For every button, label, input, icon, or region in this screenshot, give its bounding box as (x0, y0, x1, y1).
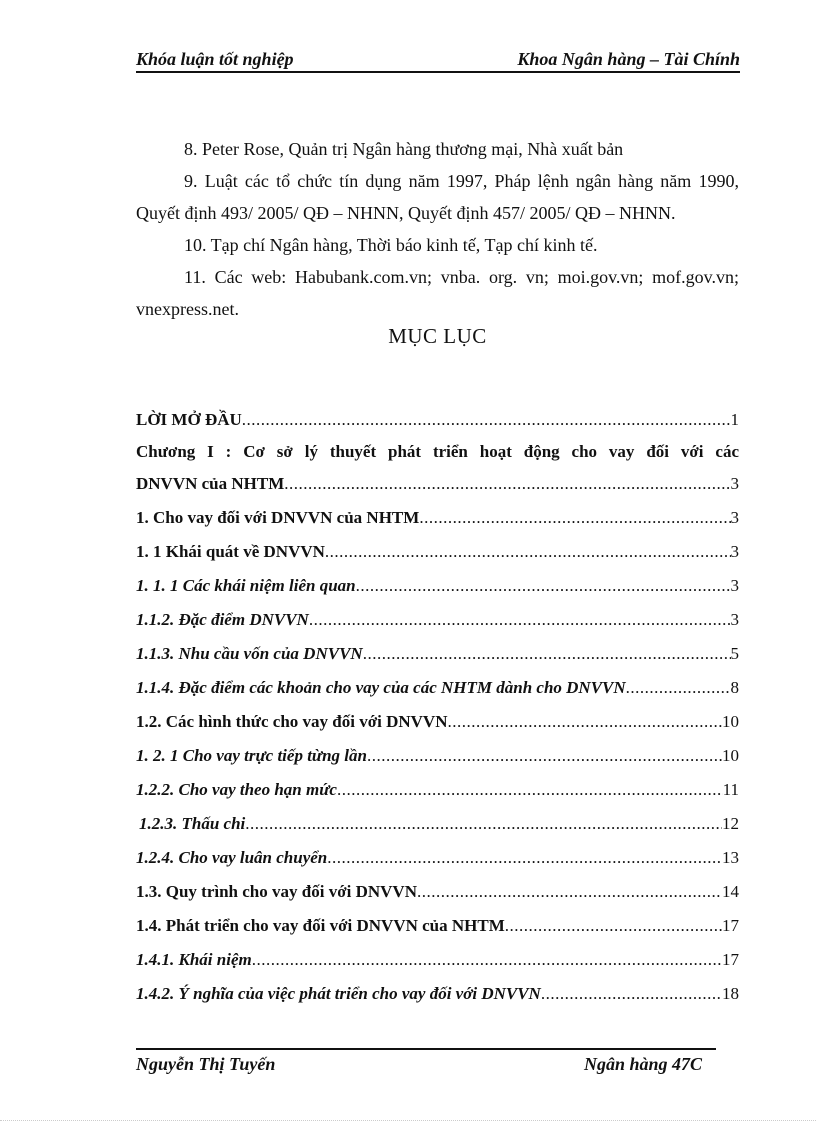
toc-leader-dots (245, 814, 722, 834)
reference-list (136, 133, 739, 325)
toc-entry-label: 1.2. Các hình thức cho vay đối với DNVVN (136, 712, 448, 731)
reference-item: 11. Các web: Habubank.com.vn; vnba. org. vn; moi.gov.vn; mof.gov.vn; vnexpress.net. (136, 267, 739, 319)
toc-entry-label: Chương I : Cơ sở lý thuyết phát triển hoạt động cho vay đối với các (136, 442, 739, 461)
toc-leader-dots (417, 882, 722, 902)
toc-entry[interactable] (136, 664, 739, 698)
toc-entry-label: 1.2.2. Cho vay theo hạn mức (136, 780, 337, 799)
toc-entry-label: LỜI MỞ ĐẦU (136, 410, 242, 429)
toc-entry-label: 1.4.1. Khái niệm (136, 950, 252, 969)
toc-entry[interactable] (136, 936, 739, 970)
toc-entry-page: 14 (722, 882, 739, 901)
toc-entry-page: 18 (722, 984, 739, 1003)
toc-leader-dots (447, 712, 722, 732)
toc-leader-dots (242, 410, 731, 430)
toc-entry-page: 8 (730, 678, 739, 697)
toc-entry-page: 17 (722, 950, 739, 969)
toc-leader-dots (252, 950, 722, 970)
toc-leader-dots (325, 542, 731, 562)
toc-entry-page: 3 (730, 610, 739, 629)
toc-entry[interactable] (136, 396, 739, 430)
header-thesis-label: Khóa luận tốt nghiệp (136, 49, 294, 69)
toc-entry[interactable] (136, 902, 739, 936)
toc-entry-page: 3 (730, 474, 739, 493)
toc-leader-dots (337, 780, 723, 800)
toc-title: MỤC LỤC (388, 324, 487, 348)
toc-leader-dots (284, 474, 730, 494)
toc-entry-label: 1.1.3. Nhu cầu vốn của DNVVN (136, 644, 363, 663)
toc-leader-dots (541, 984, 722, 1004)
footer-rule (136, 1048, 716, 1050)
toc-entry[interactable] (136, 834, 739, 868)
toc-entry-page: 17 (722, 916, 739, 935)
toc-leader-dots (505, 916, 722, 936)
toc-leader-dots (356, 576, 731, 596)
toc-leader-dots (309, 610, 731, 630)
toc-entry-page: 3 (730, 542, 739, 561)
header-faculty-label: Khoa Ngân hàng – Tài Chính (517, 49, 740, 69)
toc-entry[interactable] (136, 596, 739, 630)
toc-entry-label: 1. 1. 1 Các khái niệm liên quan (136, 576, 356, 595)
toc-entry-label: 1.1.4. Đặc điểm các khoản cho vay của các NHTM dành cho DNVVN (136, 678, 626, 697)
toc-leader-dots (363, 644, 731, 664)
toc-entry[interactable] (136, 868, 739, 902)
reference-item: 9. Luật các tổ chức tín dụng năm 1997, Pháp lệnh ngân hàng năm 1990, Quyết định 493/ 2005/ QĐ – NHNN, Quyết định 457/ 2005/ QĐ – NHNN. (136, 171, 739, 223)
toc-entry-label: 1. 1 Khái quát về DNVVN (136, 542, 325, 561)
toc-entry-label: 1.2.4. Cho vay luân chuyển (136, 848, 328, 867)
reference-item: 8. Peter Rose, Quản trị Ngân hàng thương mại, Nhà xuất bản (184, 139, 624, 159)
toc-entry-page: 11 (722, 780, 739, 799)
footer-class: Ngân hàng 47C (583, 1054, 702, 1074)
toc-entry[interactable] (136, 494, 739, 528)
toc-entry[interactable] (136, 528, 739, 562)
toc-entry-page: 13 (722, 848, 739, 867)
toc-entry-label: 1.2.3. Thấu chi (139, 814, 246, 833)
toc-entry[interactable] (136, 732, 739, 766)
table-of-contents (136, 396, 739, 1004)
toc-entry-page: 10 (722, 746, 739, 765)
toc-entry-label-line2: DNVVN của NHTM (136, 474, 285, 493)
toc-entry-label: 1.3. Quy trình cho vay đối với DNVVN (136, 882, 417, 901)
toc-entry[interactable] (136, 630, 739, 664)
reference-item: 10. Tạp chí Ngân hàng, Thời báo kinh tế, Tạp chí kinh tế. (184, 235, 598, 255)
toc-entry-page: 3 (730, 576, 739, 595)
toc-entry-label: 1. 2. 1 Cho vay trực tiếp từng lần (136, 746, 367, 765)
toc-entry[interactable] (136, 970, 739, 1004)
toc-entry[interactable] (136, 698, 739, 732)
toc-entry-page: 3 (730, 508, 739, 527)
toc-entry-label: 1.1.2. Đặc điểm DNVVN (136, 610, 309, 629)
footer-author: Nguyễn Thị Tuyến (136, 1054, 276, 1074)
toc-entry-label: 1. Cho vay đối với DNVVN của NHTM (136, 508, 420, 527)
toc-chapter-entry[interactable] (136, 430, 739, 494)
page-header (136, 47, 740, 73)
toc-leader-dots (419, 508, 730, 528)
toc-entry[interactable] (136, 766, 739, 800)
toc-entry[interactable] (136, 800, 739, 834)
toc-entry-page: 5 (730, 644, 739, 663)
toc-leader-dots (367, 746, 722, 766)
toc-entry-page: 1 (730, 410, 739, 429)
toc-entry-page: 12 (722, 814, 739, 833)
toc-entry[interactable] (136, 562, 739, 596)
toc-entry-label: 1.4. Phát triển cho vay đối với DNVVN của NHTM (136, 916, 505, 935)
toc-leader-dots (626, 678, 731, 698)
toc-entry-label: 1.4.2. Ý nghĩa của việc phát triển cho vay đối với DNVVN (136, 984, 541, 1003)
toc-leader-dots (327, 848, 722, 868)
page-bottom-border (0, 1120, 816, 1121)
toc-entry-page: 10 (722, 712, 739, 731)
